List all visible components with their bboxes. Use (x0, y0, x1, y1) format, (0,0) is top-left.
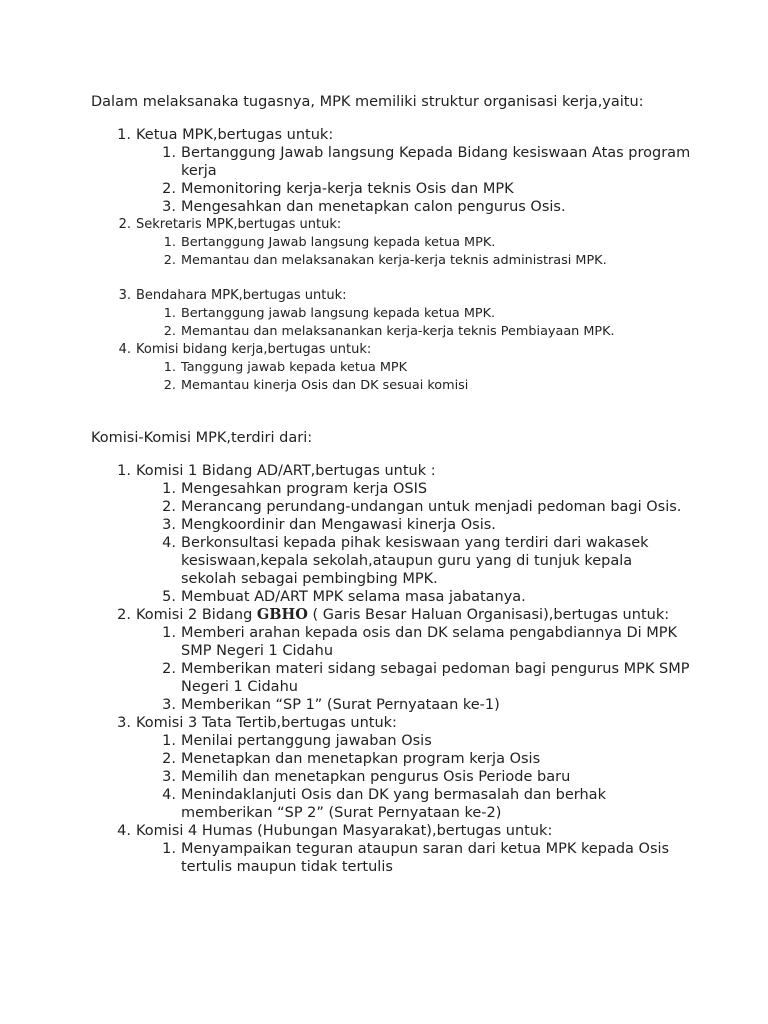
section1-intro: Dalam melaksanaka tugasnya, MPK memiliki struktur organisasi kerja,yaitu: (91, 94, 644, 110)
sub-list-item (136, 377, 691, 395)
item-number: 3. (117, 715, 131, 731)
section2-intro: Komisi-Komisi MPK,terdiri dari: (91, 430, 313, 446)
sub-list-item (136, 840, 691, 876)
label-text: Komisi 2 Bidang (136, 607, 257, 623)
sub-item-number: 4. (162, 535, 176, 551)
list-item (91, 462, 691, 606)
item-label: Komisi bidang kerja,bertugas untuk: (136, 342, 372, 357)
sub-list-item (136, 305, 691, 323)
list-item (91, 822, 691, 876)
list-item (91, 606, 691, 714)
sublist (136, 144, 691, 216)
sub-item-text: Bertanggung Jawab langsung Kepada Bidang kesiswaan Atas program kerja (181, 145, 691, 179)
sub-item-text: Membuat AD/ART MPK selama masa jabatanya. (181, 589, 526, 605)
sub-list-item (136, 624, 691, 660)
item-number: 2. (117, 607, 131, 623)
item-number: 3. (118, 288, 131, 303)
sub-list-item (136, 323, 691, 341)
sub-list-item (136, 750, 691, 768)
sub-item-text: Memantau dan melaksanankan kerja-kerja teknis Pembiayaan MPK. (181, 324, 615, 339)
sub-item-text: Menindaklanjuti Osis dan DK yang bermasalah dan berhak memberikan “SP 2” (Surat Pernyataan ke-2) (181, 787, 606, 821)
sub-item-text: Memberi arahan kepada osis dan DK selama pengabdiannya Di MPK SMP Negeri 1 Cidahu (181, 625, 678, 659)
sub-item-number: 1. (162, 733, 176, 749)
sub-list-item (136, 660, 691, 696)
sub-item-text: Memantau dan melaksanakan kerja-kerja teknis administrasi MPK. (181, 253, 607, 268)
sublist (136, 234, 691, 270)
item-label (136, 606, 691, 624)
sub-item-text: Memonitoring kerja-kerja teknis Osis dan MPK (181, 181, 514, 197)
sublist (136, 359, 691, 395)
sub-list-item (136, 198, 691, 216)
item-label: Komisi 1 Bidang AD/ART,bertugas untuk : (136, 463, 436, 479)
sub-list-item (136, 359, 691, 377)
list-item (91, 341, 691, 395)
sub-item-number: 1. (162, 625, 176, 641)
sub-list-item (136, 498, 691, 516)
sub-item-number: 2. (163, 324, 176, 339)
item-label: Bendahara MPK,bertugas untuk: (136, 288, 347, 303)
list-item (91, 216, 691, 287)
item-number: 4. (117, 823, 131, 839)
sub-item-text: Bertanggung jawab langsung kepada ketua MPK. (181, 306, 496, 321)
sub-item-text: Menilai pertanggung jawaban Osis (181, 733, 432, 749)
sublist (136, 480, 691, 606)
label-bold-text: GBHO (256, 606, 308, 623)
sub-item-text: Berkonsultasi kepada pihak kesiswaan yang terdiri dari wakasek kesiswaan,kepala sekolah,ataupun guru yang di tunjuk kepala sekolah sebagai pembingbing MPK. (181, 535, 649, 587)
sub-item-text: Mengesahkan dan menetapkan calon pengurus Osis. (181, 199, 566, 215)
section2-list (91, 462, 691, 876)
sub-list-item (136, 516, 691, 534)
sub-item-number: 2. (163, 378, 176, 393)
sub-list-item (136, 144, 691, 180)
sublist (136, 732, 691, 822)
sublist (136, 624, 691, 714)
sub-list-item (136, 234, 691, 252)
sub-item-text: Mengkoordinir dan Mengawasi kinerja Osis. (181, 517, 496, 533)
sub-item-number: 2. (162, 499, 176, 515)
sub-item-number: 2. (162, 751, 176, 767)
sub-item-number: 1. (163, 235, 176, 250)
sub-item-number: 4. (162, 787, 176, 803)
sub-list-item (136, 180, 691, 198)
item-number: 1. (117, 127, 131, 143)
sub-item-number: 2. (162, 181, 176, 197)
item-label: Komisi 3 Tata Tertib,bertugas untuk: (136, 715, 397, 731)
sub-item-text: Memilih dan menetapkan pengurus Osis Periode baru (181, 769, 571, 785)
sub-item-text: Bertanggung Jawab langsung kepada ketua MPK. (181, 235, 496, 250)
sub-item-number: 1. (162, 145, 176, 161)
list-item (91, 714, 691, 822)
sub-item-text: Memberikan “SP 1” (Surat Pernyataan ke-1) (181, 697, 500, 713)
sub-list-item (136, 588, 691, 606)
item-number: 1. (117, 463, 131, 479)
list-item (91, 287, 691, 341)
sub-list-item (136, 768, 691, 786)
item-label: Komisi 4 Humas (Hubungan Masyarakat),bertugas untuk: (136, 823, 553, 839)
sub-item-text: Memantau kinerja Osis dan DK sesuai komisi (181, 378, 469, 393)
sub-item-number: 5. (162, 589, 176, 605)
label-text: ( Garis Besar Haluan Organisasi),bertugas untuk: (307, 607, 670, 623)
sub-list-item (136, 696, 691, 714)
sub-list-item (136, 732, 691, 750)
sub-item-number: 3. (162, 697, 176, 713)
sublist (136, 840, 691, 876)
sub-item-text: Menetapkan dan menetapkan program kerja Osis (181, 751, 541, 767)
sub-item-number: 2. (163, 253, 176, 268)
sub-item-number: 3. (162, 517, 176, 533)
sub-item-text: Memberikan materi sidang sebagai pedoman bagi pengurus MPK SMP Negeri 1 Cidahu (181, 661, 690, 695)
sub-list-item (136, 534, 691, 588)
sub-item-text: Menyampaikan teguran ataupun saran dari ketua MPK kepada Osis tertulis maupun tidak tertulis (181, 841, 670, 875)
sub-item-text: Mengesahkan program kerja OSIS (181, 481, 428, 497)
item-number: 2. (118, 217, 131, 232)
sublist (136, 305, 691, 341)
sub-item-number: 3. (162, 199, 176, 215)
item-label: Sekretaris MPK,bertugas untuk: (136, 217, 342, 232)
sub-item-text: Tanggung jawab kepada ketua MPK (181, 360, 408, 375)
blank-line (136, 270, 691, 287)
sub-item-number: 3. (162, 769, 176, 785)
sub-list-item (136, 786, 691, 822)
sub-item-number: 1. (163, 360, 176, 375)
section1-list (91, 126, 691, 395)
item-label: Ketua MPK,bertugas untuk: (136, 127, 334, 143)
sub-item-number: 1. (162, 481, 176, 497)
sub-item-number: 2. (162, 661, 176, 677)
sub-item-number: 1. (162, 841, 176, 857)
sub-list-item (136, 480, 691, 498)
sub-item-text: Merancang perundang-undangan untuk menjadi pedoman bagi Osis. (181, 499, 682, 515)
sub-list-item (136, 252, 691, 270)
list-item (91, 126, 691, 216)
sub-item-number: 1. (163, 306, 176, 321)
item-number: 4. (118, 342, 131, 357)
